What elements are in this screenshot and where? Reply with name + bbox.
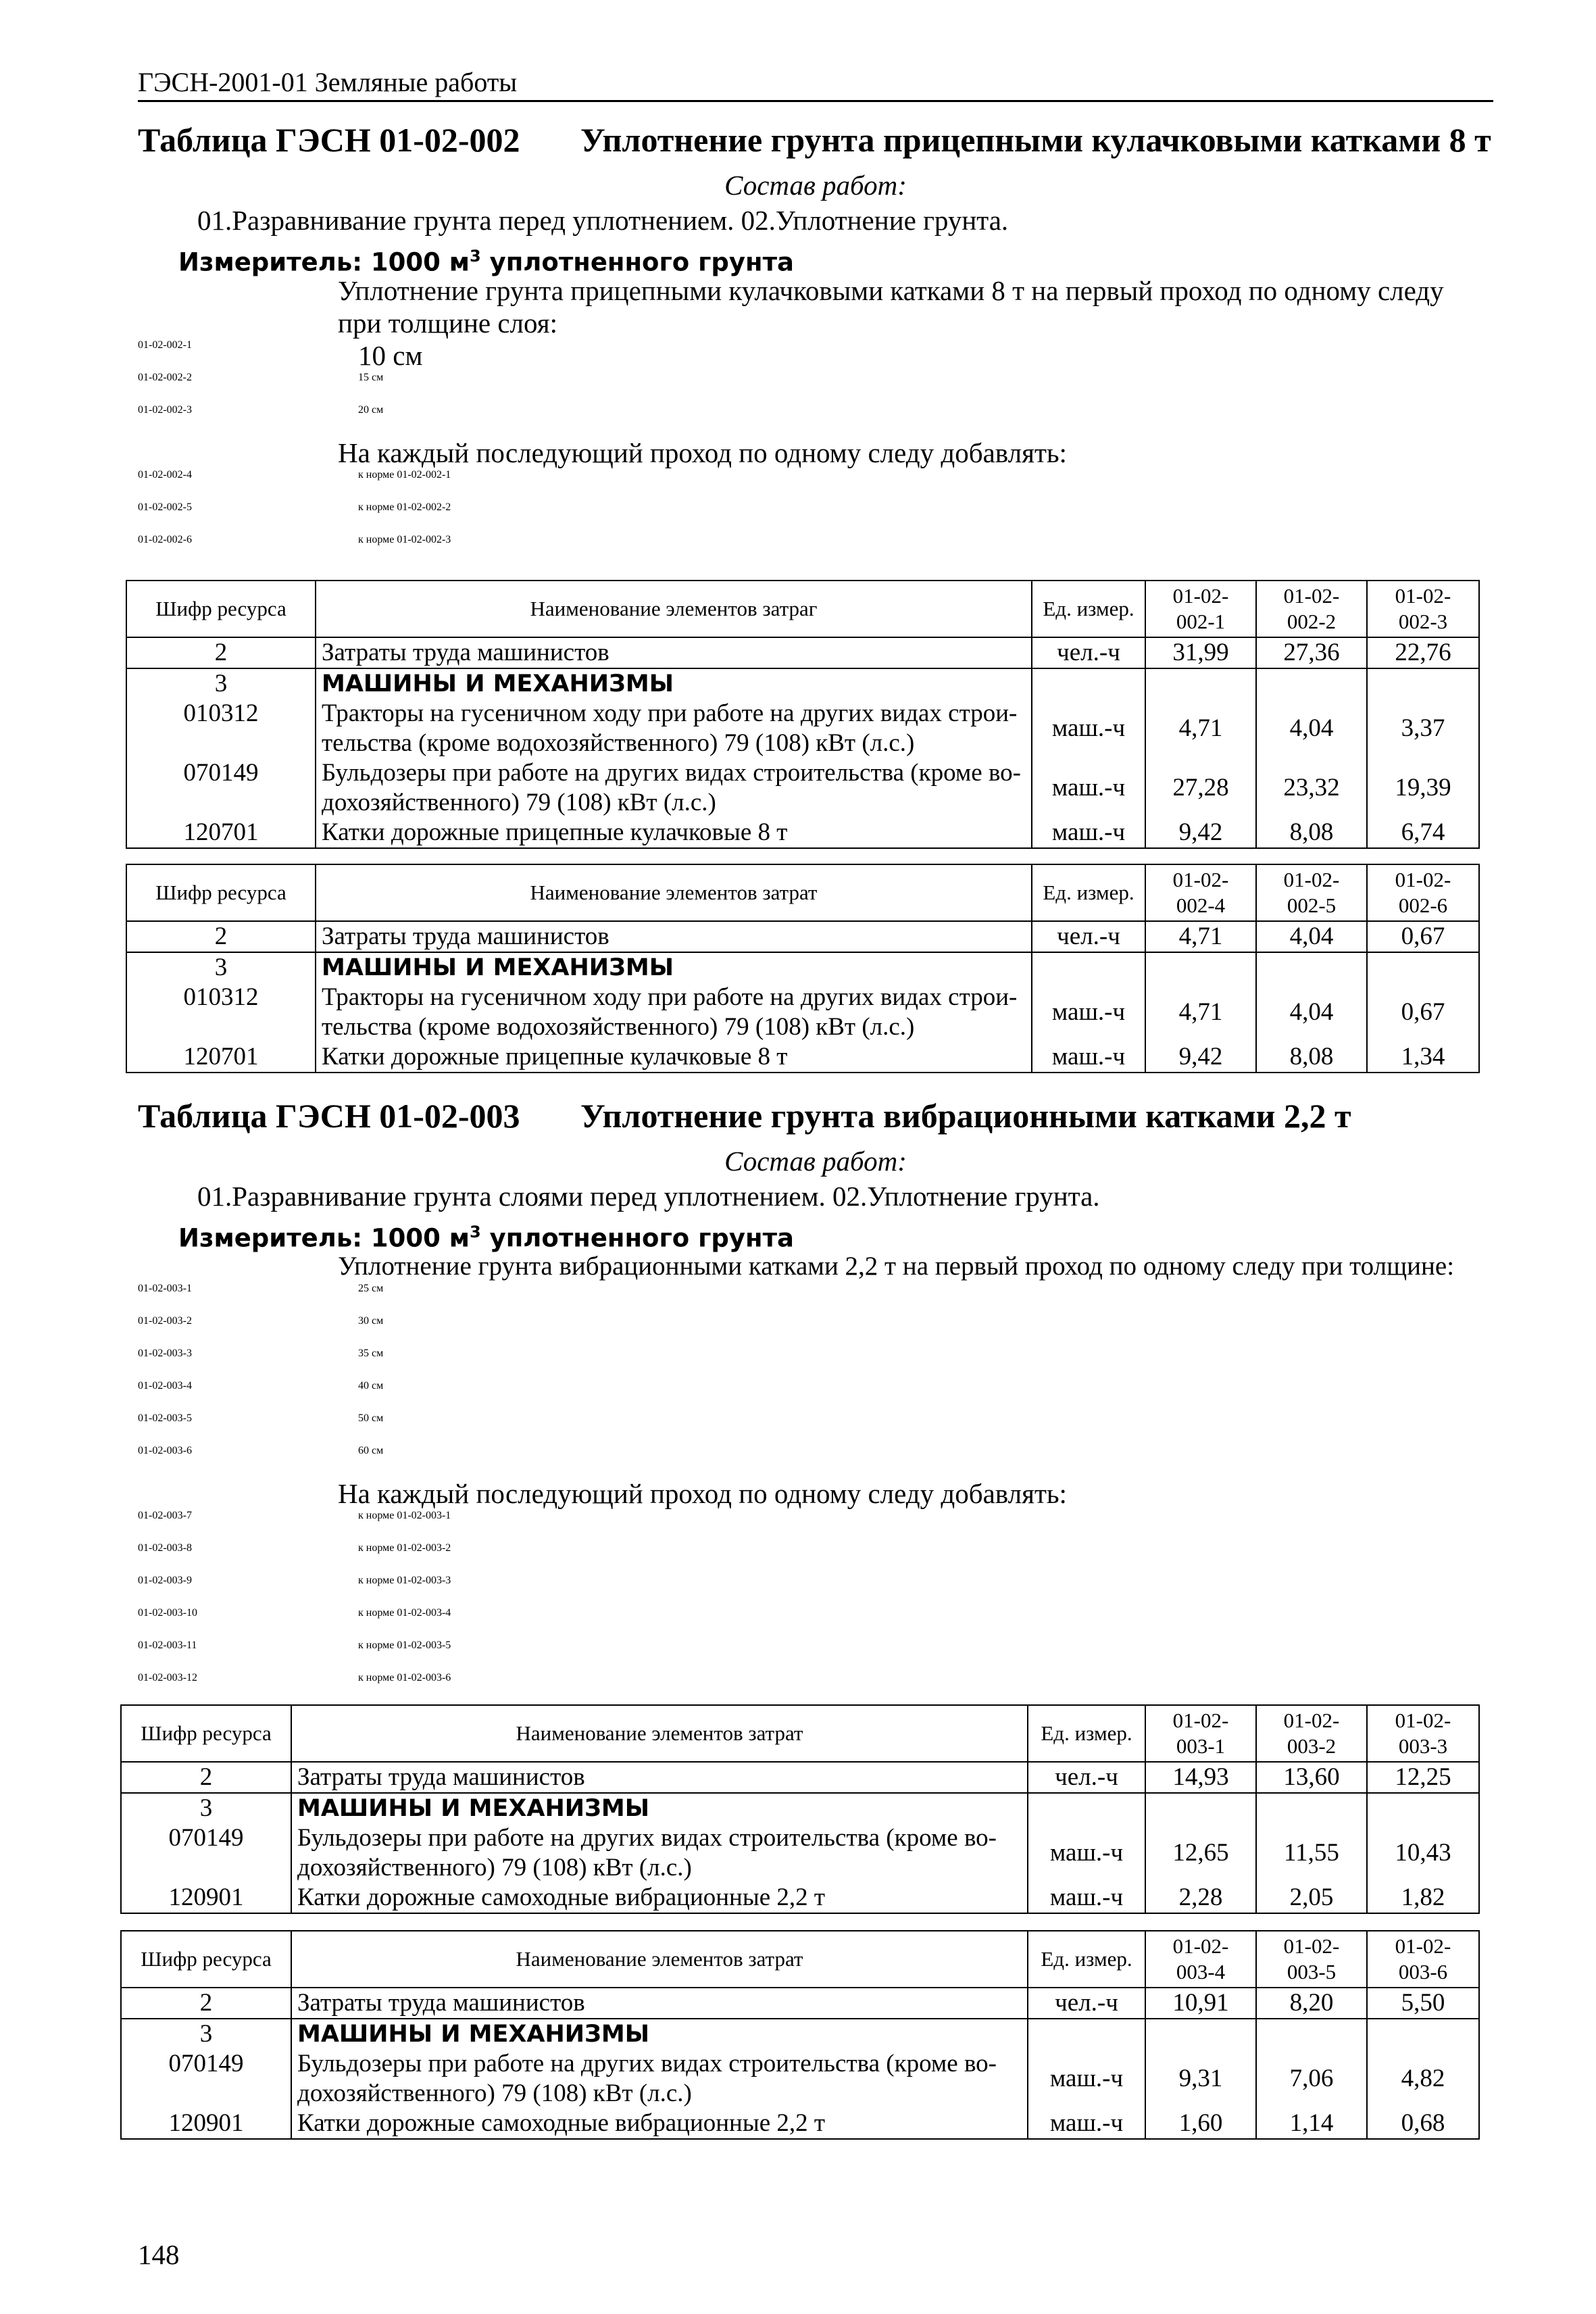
table-title bbox=[138, 1096, 1493, 1143]
norm-text: 50 см bbox=[358, 1412, 384, 1424]
cell-name: Катки дорожные прицепные кулачковые 8 т bbox=[316, 1042, 1032, 1073]
cell-value: 0,68 bbox=[1367, 2109, 1479, 2139]
table-row bbox=[126, 818, 1479, 848]
norm-code: 01-02-002-5 bbox=[138, 501, 192, 513]
norm-code: 01-02-003-10 bbox=[138, 1607, 197, 1619]
cell-name: Тракторы на гусеничном ходу при работе на других видах строи- тельства (кроме водохозяйственного) 79 (108) кВт (л.с.) bbox=[316, 699, 1032, 758]
header-unit: Ед. измер. bbox=[1032, 581, 1145, 637]
norm-text: 20 см bbox=[358, 404, 384, 416]
table-row bbox=[126, 983, 1479, 1042]
section-01-02-003 bbox=[138, 1096, 1493, 1704]
table-row-labor bbox=[126, 921, 1479, 952]
works-composition: 01.Разравнивание грунта перед уплотнением. 02.Уплотнение грунта. bbox=[197, 205, 1009, 236]
norm-text: к норме 01-02-003-2 bbox=[358, 1542, 451, 1554]
header-name: Наименование элементов затрат bbox=[316, 864, 1032, 921]
norm-text: к норме 01-02-002-2 bbox=[358, 501, 451, 513]
norm-text: к норме 01-02-002-1 bbox=[358, 469, 451, 481]
cell-name: Затраты труда машинистов bbox=[291, 1762, 1028, 1793]
cell-unit: маш.-ч bbox=[1032, 699, 1145, 758]
measure-unit bbox=[138, 1214, 1493, 1253]
cell-value: 27,36 bbox=[1256, 637, 1367, 668]
table-row bbox=[126, 758, 1479, 818]
norm-text: к норме 01-02-002-3 bbox=[358, 534, 451, 545]
cell-code: 3 bbox=[126, 952, 316, 983]
norm-item bbox=[138, 1348, 1493, 1380]
cell-value: 4,71 bbox=[1145, 699, 1256, 758]
measure-sup: 3 bbox=[470, 247, 481, 266]
cell-group-name: МАШИНЫ И МЕХАНИЗМЫ bbox=[316, 952, 1032, 983]
resource-table-01-02-002-b bbox=[126, 864, 1480, 1073]
cell-name: Бульдозеры при работе на других видах строительства (кроме во- дохозяйственного) 79 (108) кВт (л.с.) bbox=[291, 2049, 1028, 2109]
cell-unit: чел.-ч bbox=[1032, 637, 1145, 668]
norm-code: 01-02-003-2 bbox=[138, 1315, 192, 1327]
norm-item bbox=[138, 469, 1493, 501]
header-norm-col: 01-02- 003-3 bbox=[1367, 1705, 1479, 1762]
cell-group-name: МАШИНЫ И МЕХАНИЗМЫ bbox=[316, 668, 1032, 699]
cell-unit: маш.-ч bbox=[1028, 2049, 1145, 2109]
sostav-label: Состав работ: bbox=[724, 170, 907, 201]
norm-item bbox=[138, 1640, 1493, 1672]
measure-unit bbox=[138, 238, 1493, 277]
header-norm-col: 01-02- 002-5 bbox=[1256, 864, 1367, 921]
norm-item bbox=[138, 1575, 1493, 1607]
cell-name: Катки дорожные самоходные вибрационные 2,2 т bbox=[291, 1883, 1028, 1913]
table-header-row bbox=[121, 1931, 1479, 1988]
norm-text: к норме 01-02-003-4 bbox=[358, 1607, 451, 1619]
cell-code: 3 bbox=[126, 668, 316, 699]
table-header-row bbox=[121, 1705, 1479, 1762]
cell-unit: чел.-ч bbox=[1028, 1762, 1145, 1793]
header-norm-col: 01-02- 002-3 bbox=[1367, 581, 1479, 637]
table-row-labor bbox=[121, 1762, 1479, 1793]
table-title bbox=[138, 120, 1493, 168]
cell-value: 10,91 bbox=[1145, 1988, 1256, 2019]
cell-name: Затраты труда машинистов bbox=[316, 637, 1032, 668]
cell-code: 2 bbox=[121, 1762, 291, 1793]
cell-name: Затраты труда машинистов bbox=[291, 1988, 1028, 2019]
norm-description: Уплотнение грунта вибрационными катками 2,2 т на первый проход по одному следу при толщине: bbox=[338, 1252, 1455, 1281]
cell-value: 8,20 bbox=[1256, 1988, 1367, 2019]
cell-value: 14,93 bbox=[1145, 1762, 1256, 1793]
cell-code: 070149 bbox=[126, 758, 316, 818]
header-norm-col: 01-02- 002-1 bbox=[1145, 581, 1256, 637]
cell-name: Бульдозеры при работе на других видах строительства (кроме во- дохозяйственного) 79 (108) кВт (л.с.) bbox=[291, 1823, 1028, 1883]
norm-item bbox=[138, 372, 1493, 404]
page-number: 148 bbox=[138, 2239, 180, 2270]
resource-table-01-02-003-b bbox=[120, 1930, 1480, 2140]
cell-code: 070149 bbox=[121, 1823, 291, 1883]
norm-item bbox=[138, 1315, 1493, 1348]
header-unit: Ед. измер. bbox=[1028, 1705, 1145, 1762]
cell-code: 2 bbox=[126, 637, 316, 668]
norm-text: 15 см bbox=[358, 372, 384, 383]
header-norm-col: 01-02- 003-4 bbox=[1145, 1931, 1256, 1988]
section-01-02-002 bbox=[138, 120, 1493, 566]
cell-name: Катки дорожные самоходные вибрационные 2,2 т bbox=[291, 2109, 1028, 2139]
header-unit: Ед. измер. bbox=[1028, 1931, 1145, 1988]
norm-item bbox=[138, 1607, 1493, 1640]
cell-value: 2,28 bbox=[1145, 1883, 1256, 1913]
norm-text: к норме 01-02-003-5 bbox=[358, 1640, 451, 1651]
cell-code: 120901 bbox=[121, 2109, 291, 2139]
measure-sup: 3 bbox=[470, 1223, 481, 1241]
table-row-group bbox=[126, 952, 1479, 983]
norm-additional-description: На каждый последующий проход по одному следу добавлять: bbox=[338, 437, 1067, 468]
norm-code: 01-02-003-8 bbox=[138, 1542, 192, 1554]
measure-suffix: уплотненного грунта bbox=[480, 1223, 795, 1253]
norm-text: 10 см bbox=[358, 340, 423, 371]
works-composition: 01.Разравнивание грунта слоями перед уплотнением. 02.Уплотнение грунта. bbox=[197, 1181, 1100, 1212]
norm-code: 01-02-003-6 bbox=[138, 1445, 192, 1456]
cell-value: 8,08 bbox=[1256, 818, 1367, 848]
cell-value: 23,32 bbox=[1256, 758, 1367, 818]
norm-item bbox=[138, 1510, 1493, 1542]
cell-value: 9,42 bbox=[1145, 1042, 1256, 1073]
cell-value: 0,67 bbox=[1367, 983, 1479, 1042]
cell-code: 070149 bbox=[121, 2049, 291, 2109]
cell-name: Затраты труда машинистов bbox=[316, 921, 1032, 952]
table-title-name: Уплотнение грунта прицепными кулачковыми катками 8 т bbox=[580, 121, 1491, 159]
cell-value: 19,39 bbox=[1367, 758, 1479, 818]
cell-code: 3 bbox=[121, 2019, 291, 2049]
norm-text: к норме 01-02-003-6 bbox=[358, 1672, 451, 1683]
cell-value: 12,25 bbox=[1367, 1762, 1479, 1793]
cell-name: Бульдозеры при работе на других видах строительства (кроме во- дохозяйственного) 79 (108) кВт (л.с.) bbox=[316, 758, 1032, 818]
norm-additional-description: На каждый последующий проход по одному следу добавлять: bbox=[338, 1478, 1067, 1509]
norm-item bbox=[138, 404, 1493, 437]
cell-value: 8,08 bbox=[1256, 1042, 1367, 1073]
norm-code: 01-02-003-3 bbox=[138, 1348, 192, 1359]
header-name: Наименование элементов затрат bbox=[291, 1705, 1028, 1762]
cell-value: 2,05 bbox=[1256, 1883, 1367, 1913]
header-norm-col: 01-02- 003-6 bbox=[1367, 1931, 1479, 1988]
cell-value: 4,71 bbox=[1145, 921, 1256, 952]
cell-value: 4,71 bbox=[1145, 983, 1256, 1042]
cell-unit: чел.-ч bbox=[1028, 1988, 1145, 2019]
norm-text: 25 см bbox=[358, 1283, 384, 1294]
cell-value: 4,04 bbox=[1256, 699, 1367, 758]
header-code: Шифр ресурса bbox=[126, 864, 316, 921]
measure-prefix: Измеритель: 1000 м bbox=[178, 247, 470, 277]
cell-code: 2 bbox=[121, 1988, 291, 2019]
cell-unit: маш.-ч bbox=[1032, 983, 1145, 1042]
norm-text: к норме 01-02-003-1 bbox=[358, 1510, 451, 1521]
norm-text: 30 см bbox=[358, 1315, 384, 1327]
table-title-name: Уплотнение грунта вибрационными катками 2,2 т bbox=[580, 1097, 1351, 1135]
cell-code: 3 bbox=[121, 1793, 291, 1823]
table-row-labor bbox=[121, 1988, 1479, 2019]
cell-unit: маш.-ч bbox=[1028, 2109, 1145, 2139]
cell-code: 2 bbox=[126, 921, 316, 952]
cell-value: 12,65 bbox=[1145, 1823, 1256, 1883]
norm-text: 40 см bbox=[358, 1380, 384, 1392]
cell-code: 120701 bbox=[126, 1042, 316, 1073]
norm-code: 01-02-003-4 bbox=[138, 1380, 192, 1392]
cell-value: 1,14 bbox=[1256, 2109, 1367, 2139]
cell-value: 4,82 bbox=[1367, 2049, 1479, 2109]
cell-code: 120901 bbox=[121, 1883, 291, 1913]
table-header-row bbox=[126, 864, 1479, 921]
cell-unit: чел.-ч bbox=[1032, 921, 1145, 952]
cell-value: 4,04 bbox=[1256, 921, 1367, 952]
norm-code: 01-02-002-2 bbox=[138, 372, 192, 383]
table-title-code: Таблица ГЭСН 01-02-002 bbox=[138, 121, 520, 159]
norm-code: 01-02-002-4 bbox=[138, 469, 192, 481]
norm-item bbox=[138, 1542, 1493, 1575]
header-norm-col: 01-02- 002-6 bbox=[1367, 864, 1479, 921]
norm-item bbox=[138, 1412, 1493, 1445]
cell-unit: маш.-ч bbox=[1032, 818, 1145, 848]
table-row bbox=[126, 1042, 1479, 1073]
norm-item bbox=[138, 1672, 1493, 1704]
cell-unit: маш.-ч bbox=[1028, 1883, 1145, 1913]
cell-value: 27,28 bbox=[1145, 758, 1256, 818]
cell-value: 9,31 bbox=[1145, 2049, 1256, 2109]
cell-value: 7,06 bbox=[1256, 2049, 1367, 2109]
norm-code: 01-02-003-9 bbox=[138, 1575, 192, 1586]
header-norm-col: 01-02- 002-4 bbox=[1145, 864, 1256, 921]
table-title-code: Таблица ГЭСН 01-02-003 bbox=[138, 1097, 520, 1135]
header-code: Шифр ресурса bbox=[121, 1705, 291, 1762]
cell-value: 1,34 bbox=[1367, 1042, 1479, 1073]
table-row-group bbox=[121, 1793, 1479, 1823]
cell-value: 13,60 bbox=[1256, 1762, 1367, 1793]
norm-code: 01-02-003-7 bbox=[138, 1510, 192, 1521]
sostav-label: Состав работ: bbox=[724, 1146, 907, 1177]
cell-code: 120701 bbox=[126, 818, 316, 848]
norm-code: 01-02-002-1 bbox=[138, 339, 192, 351]
table-header-row bbox=[126, 581, 1479, 637]
header-name: Наименование элементов затраг bbox=[316, 581, 1032, 637]
table-row-labor bbox=[126, 637, 1479, 668]
header-norm-col: 01-02- 003-2 bbox=[1256, 1705, 1367, 1762]
cell-value: 31,99 bbox=[1145, 637, 1256, 668]
cell-value: 1,60 bbox=[1145, 2109, 1256, 2139]
norm-code: 01-02-002-3 bbox=[138, 404, 192, 416]
resource-table-01-02-002-a bbox=[126, 580, 1480, 849]
header-norm-col: 01-02- 003-1 bbox=[1145, 1705, 1256, 1762]
running-header: ГЭСН-2001-01 Земляные работы bbox=[138, 67, 518, 97]
cell-value: 11,55 bbox=[1256, 1823, 1367, 1883]
norm-item bbox=[138, 1380, 1493, 1412]
norm-text: 60 см bbox=[358, 1445, 384, 1456]
cell-value: 6,74 bbox=[1367, 818, 1479, 848]
cell-name: Катки дорожные прицепные кулачковые 8 т bbox=[316, 818, 1032, 848]
cell-code: 010312 bbox=[126, 983, 316, 1042]
norm-code: 01-02-002-6 bbox=[138, 534, 192, 545]
cell-value: 22,76 bbox=[1367, 637, 1479, 668]
table-row-group bbox=[126, 668, 1479, 699]
cell-group-name: МАШИНЫ И МЕХАНИЗМЫ bbox=[291, 2019, 1028, 2049]
norm-item bbox=[138, 1445, 1493, 1477]
cell-value: 1,82 bbox=[1367, 1883, 1479, 1913]
norm-item bbox=[138, 534, 1493, 566]
table-row bbox=[121, 2109, 1479, 2139]
cell-value: 10,43 bbox=[1367, 1823, 1479, 1883]
cell-unit: маш.-ч bbox=[1032, 758, 1145, 818]
cell-code: 010312 bbox=[126, 699, 316, 758]
norm-item bbox=[138, 339, 1493, 372]
norm-text: к норме 01-02-003-3 bbox=[358, 1575, 451, 1586]
header-code: Шифр ресурса bbox=[121, 1931, 291, 1988]
cell-unit: маш.-ч bbox=[1032, 1042, 1145, 1073]
header-norm-col: 01-02- 003-5 bbox=[1256, 1931, 1367, 1988]
cell-group-name: МАШИНЫ И МЕХАНИЗМЫ bbox=[291, 1793, 1028, 1823]
header-norm-col: 01-02- 002-2 bbox=[1256, 581, 1367, 637]
norm-item bbox=[138, 501, 1493, 534]
cell-value: 3,37 bbox=[1367, 699, 1479, 758]
header-rule bbox=[138, 100, 1493, 102]
header-name: Наименование элементов затрат bbox=[291, 1931, 1028, 1988]
measure-suffix: уплотненного грунта bbox=[480, 247, 795, 277]
cell-name: Тракторы на гусеничном ходу при работе на других видах строи- тельства (кроме водохозяйственного) 79 (108) кВт (л.с.) bbox=[316, 983, 1032, 1042]
cell-value: 0,67 bbox=[1367, 921, 1479, 952]
table-row bbox=[121, 1823, 1479, 1883]
norm-text: 35 см bbox=[358, 1348, 384, 1359]
measure-prefix: Измеритель: 1000 м bbox=[178, 1223, 470, 1253]
norm-code: 01-02-003-1 bbox=[138, 1283, 192, 1294]
resource-table-01-02-003-a bbox=[120, 1704, 1480, 1914]
norm-item bbox=[138, 1283, 1493, 1315]
cell-value: 5,50 bbox=[1367, 1988, 1479, 2019]
cell-value: 9,42 bbox=[1145, 818, 1256, 848]
cell-unit: маш.-ч bbox=[1028, 1823, 1145, 1883]
table-row bbox=[121, 1883, 1479, 1913]
norm-code: 01-02-003-5 bbox=[138, 1412, 192, 1424]
cell-value: 4,04 bbox=[1256, 983, 1367, 1042]
norm-code: 01-02-003-11 bbox=[138, 1640, 197, 1651]
header-unit: Ед. измер. bbox=[1032, 864, 1145, 921]
norm-description: Уплотнение грунта прицепными кулачковыми катками 8 т на первый проход по одному следу при толщине слоя: bbox=[338, 275, 1444, 339]
table-row-group bbox=[121, 2019, 1479, 2049]
norm-code: 01-02-003-12 bbox=[138, 1672, 197, 1683]
table-row bbox=[121, 2049, 1479, 2109]
table-row bbox=[126, 699, 1479, 758]
header-code: Шифр ресурса bbox=[126, 581, 316, 637]
